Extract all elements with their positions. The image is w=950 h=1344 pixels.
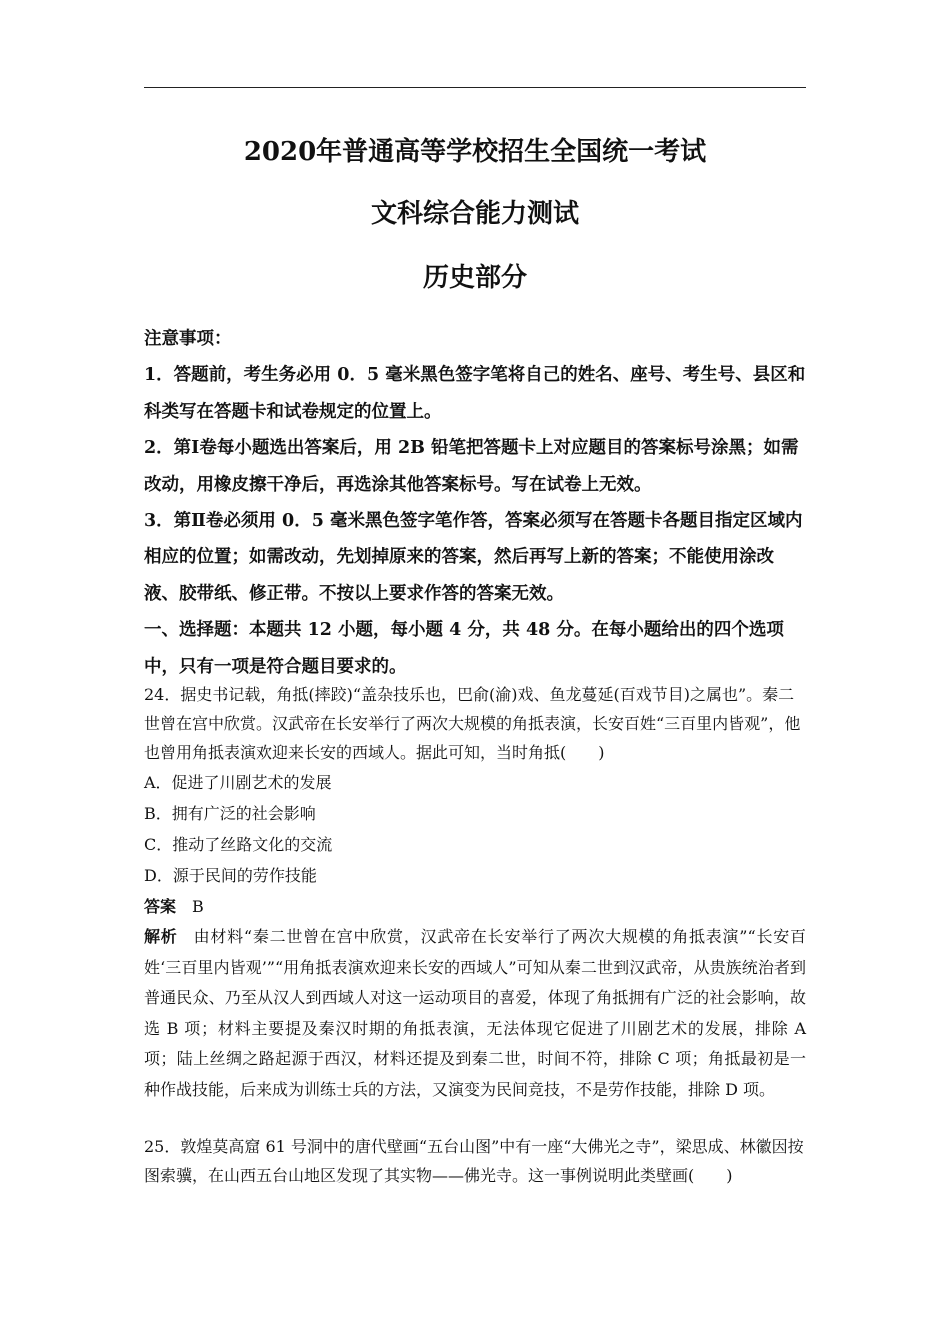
notice-item-1: 1．答题前，考生务必用 0．5 毫米黑色签字笔将自己的姓名、座号、考生号、县区和科类写在答题卡和试卷规定的位置上。 <box>144 365 806 422</box>
question-25-stem: 25．敦煌莫高窟 61 号洞中的唐代壁画“五台山图”中有一座“大佛光之寺”，梁思成、林徽因按图索骥，在山西五台山地区发现了其实物——佛光寺。这一事例说明此类壁画( ) <box>144 1137 804 1185</box>
header-rule <box>144 87 806 88</box>
notice-item-2: 2．第Ⅰ卷每小题选出答案后，用 2B 铅笔把答题卡上对应题目的答案标号涂黑；如需改动，用橡皮擦干净后，再选涂其他答案标号。写在试卷上无效。 <box>144 438 799 495</box>
question-24-option-b: B．拥有广泛的社会影响 <box>144 804 316 823</box>
question-24-answer <box>144 891 806 922</box>
section-title: 历史部分 <box>422 263 527 293</box>
notice-heading: 注意事项： <box>144 329 232 349</box>
question-24-option-a: A．促进了川剧艺术的发展 <box>144 773 332 792</box>
answer-value: B <box>192 897 204 916</box>
question-25 <box>144 1132 806 1190</box>
question-24-stem: 24．据史书记载，角抵(摔跤)“盖杂技乐也，巴俞(渝)戏、鱼龙蔓延(百戏节目)之属也”。秦二世曾在宫中欣赏。汉武帝在长安举行了两次大规模的角抵表演，长安百姓“三百里内皆观”，他也曾用角抵表演欢迎来长安的西域人。据此可知，当时角抵( ) <box>144 685 801 762</box>
exam-title: 2020年普通高等学校招生全国统一考试 <box>243 137 707 167</box>
analysis-label: 解析 <box>144 927 178 946</box>
question-24-option-d: D．源于民间的劳作技能 <box>144 866 317 885</box>
notice-block <box>144 321 806 685</box>
exam-subtitle: 文科综合能力测试 <box>370 199 579 229</box>
notice-item-3: 3．第Ⅱ卷必须用 0．5 毫米黑色签字笔作答，答案必须写在答题卡各题目指定区域内相应的位置；如需改动，先划掉原来的答案，然后再写上新的答案；不能使用涂改液、胶带纸、修正带。不按以上要求作答的答案无效。 <box>144 511 803 604</box>
question-24 <box>144 680 806 922</box>
answer-label: 答案 <box>144 897 177 916</box>
question-24-option-c: C．推动了丝路文化的交流 <box>144 835 333 854</box>
section-heading-choice: 一、选择题：本题共 12 小题，每小题 4 分，共 48 分。在每小题给出的四个选项中，只有一项是符合题目要求的。 <box>144 620 784 677</box>
analysis-text: 由材料“秦二世曾在宫中欣赏，汉武帝在长安举行了两次大规模的角抵表演”“长安百姓‘三百里内皆观’”“用角抵表演欢迎来长安的西域人”可知从秦二世到汉武帝，从贵族统治者到普通民众、乃至从汉人到西域人对这一运动项目的喜爱，体现了角抵拥有广泛的社会影响，故选 B 项；材料主要提及秦汉时期的角抵表演，无法体现它促进了川剧艺术的发展，排除 A 项；陆上丝绸之路起源于西汉，材料还提及到秦二世，时间不符，排除 C 项；角抵最初是一种作战技能，后来成为训练士兵的方法，又演变为民间竞技，不是劳作技能，排除 D 项。 <box>144 927 806 1099</box>
question-24-analysis <box>144 922 806 1106</box>
